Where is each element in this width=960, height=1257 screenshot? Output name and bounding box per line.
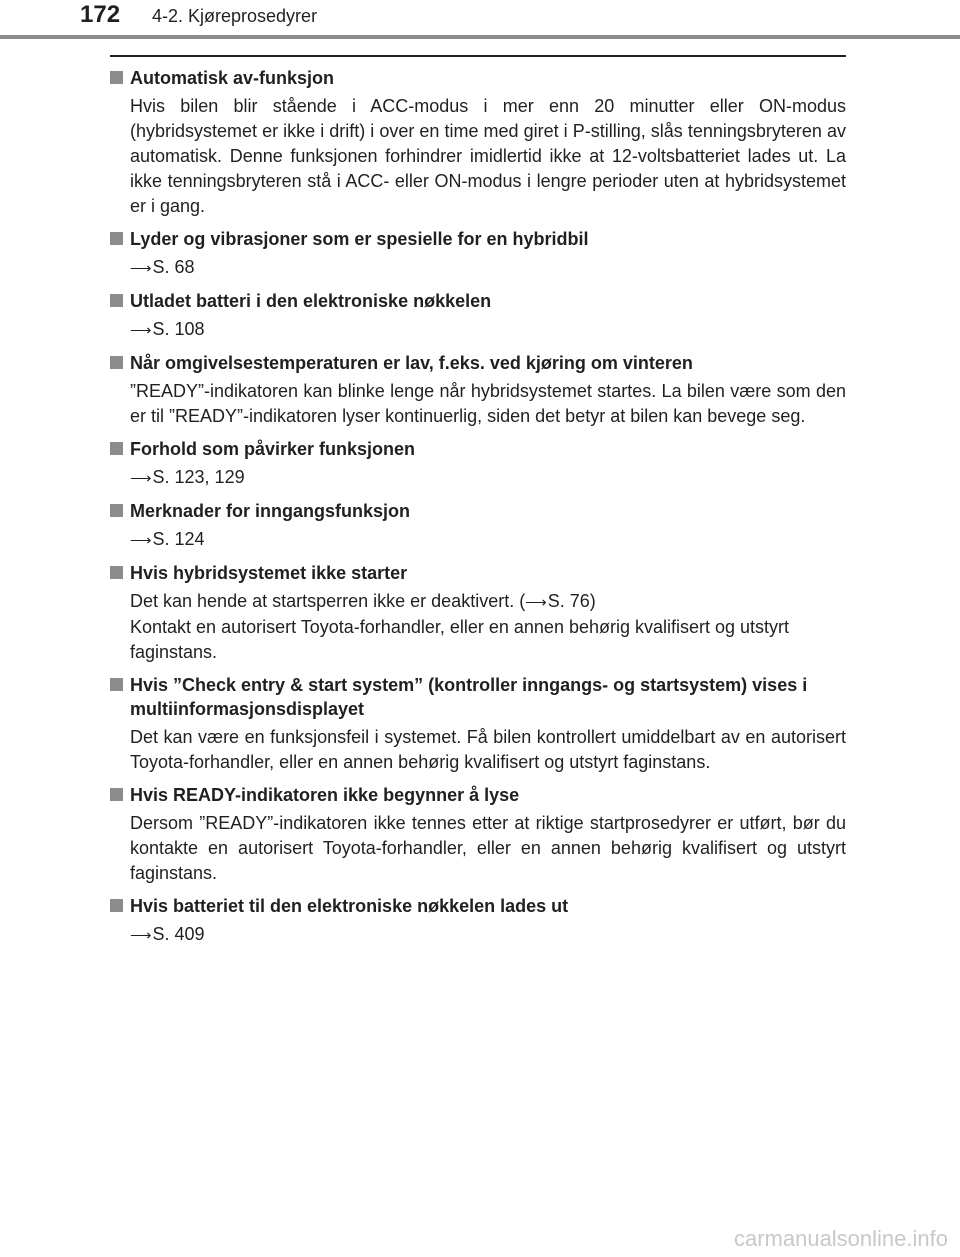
arrow-icon: ⟶ xyxy=(525,594,547,611)
item-heading: Merknader for inngangsfunksjon xyxy=(130,501,411,521)
page-header xyxy=(0,0,960,40)
square-bullet-icon xyxy=(110,504,123,517)
list-item xyxy=(110,437,846,491)
item-text-lead: Det kan hende at startsperren ikke er deaktivert. ( xyxy=(130,591,526,611)
page-reference-link[interactable]: S. 68 xyxy=(152,257,195,277)
square-bullet-icon xyxy=(110,566,123,579)
list-item xyxy=(110,66,846,219)
square-bullet-icon xyxy=(110,356,123,369)
list-item xyxy=(110,289,846,343)
item-heading: Utladet batteri i den elektroniske nøkkelen xyxy=(130,291,492,311)
item-heading: Hvis batteriet til den elektroniske nøkkelen lades ut xyxy=(130,896,569,916)
page-number: 172 xyxy=(80,1,121,28)
list-item xyxy=(110,227,846,281)
arrow-icon: ⟶ xyxy=(130,927,152,944)
content xyxy=(110,66,846,948)
item-text: Hvis bilen blir stående i ACC-modus i mer enn 20 minutter eller ON-modus (hybridsystemet er ikke i drift) i over en time med giret i P-stilling, slås tenningsbryteren av automatisk. Denne funksjonen forhindrer imidlertid ikke at 12-voltsbatteriet lades ut. La ikke tenningsbryteren stå i ACC- eller ON-modus i lengre perioder uten at hybridsystemet er i gang. xyxy=(130,96,846,216)
page-reference-link[interactable]: S. 76) xyxy=(547,591,596,611)
arrow-icon: ⟶ xyxy=(130,532,152,549)
square-bullet-icon xyxy=(110,232,123,245)
item-text: Kontakt en autorisert Toyota-forhandler, eller en annen behørig kvalifisert og utstyrt faginstans. xyxy=(130,617,790,662)
square-bullet-icon xyxy=(110,294,123,307)
square-bullet-icon xyxy=(110,788,123,801)
list-item xyxy=(110,499,846,553)
list-item xyxy=(110,783,846,886)
page-reference-link[interactable]: S. 124 xyxy=(152,529,205,549)
header-divider xyxy=(0,35,960,39)
watermark: carmanualsonline.info xyxy=(733,1226,948,1251)
list-item xyxy=(110,561,846,665)
item-heading: Hvis ”Check entry & start system” (kontroller inngangs- og startsystem) vises i multiinformasjonsdisplayet xyxy=(130,675,808,719)
item-heading: Automatisk av-funksjon xyxy=(130,68,335,88)
arrow-icon: ⟶ xyxy=(130,322,152,339)
content-divider xyxy=(110,55,846,57)
page-reference-link[interactable]: S. 123, 129 xyxy=(152,467,245,487)
list-item xyxy=(110,351,846,429)
list-item xyxy=(110,673,846,775)
item-heading: Forhold som påvirker funksjonen xyxy=(130,439,416,459)
item-heading: Hvis READY-indikatoren ikke begynner å lyse xyxy=(130,785,520,805)
item-heading: Hvis hybridsystemet ikke starter xyxy=(130,563,408,583)
item-text: ”READY”-indikatoren kan blinke lenge når hybridsystemet startes. La bilen være som den er til ”READY”-indikatoren lyser kontinuerlig, siden det betyr at bilen kan bevege seg. xyxy=(130,381,846,426)
square-bullet-icon xyxy=(110,71,123,84)
item-text: Dersom ”READY”-indikatoren ikke tennes etter at riktige startprosedyrer er utført, bør du kontakte en autorisert Toyota-forhandler, eller en annen behørig kvalifisert og utstyrt faginstans. xyxy=(130,813,846,883)
item-heading: Lyder og vibrasjoner som er spesielle for en hybridbil xyxy=(130,229,589,249)
arrow-icon: ⟶ xyxy=(130,260,152,277)
list-item xyxy=(110,894,846,948)
item-heading: Når omgivelsestemperaturen er lav, f.eks. ved kjøring om vinteren xyxy=(130,353,693,373)
item-text: Det kan være en funksjonsfeil i systemet. Få bilen kontrollert umiddelbart av en autorisert Toyota-forhandler, eller en annen behørig kvalifisert og utstyrt faginstans. xyxy=(130,727,846,772)
page-reference-link[interactable]: S. 409 xyxy=(152,924,205,944)
section-title: 4-2. Kjøreprosedyrer xyxy=(152,6,318,26)
square-bullet-icon xyxy=(110,678,123,691)
square-bullet-icon xyxy=(110,442,123,455)
square-bullet-icon xyxy=(110,899,123,912)
item-text xyxy=(130,589,846,615)
arrow-icon: ⟶ xyxy=(130,470,152,487)
page-reference-link[interactable]: S. 108 xyxy=(152,319,205,339)
